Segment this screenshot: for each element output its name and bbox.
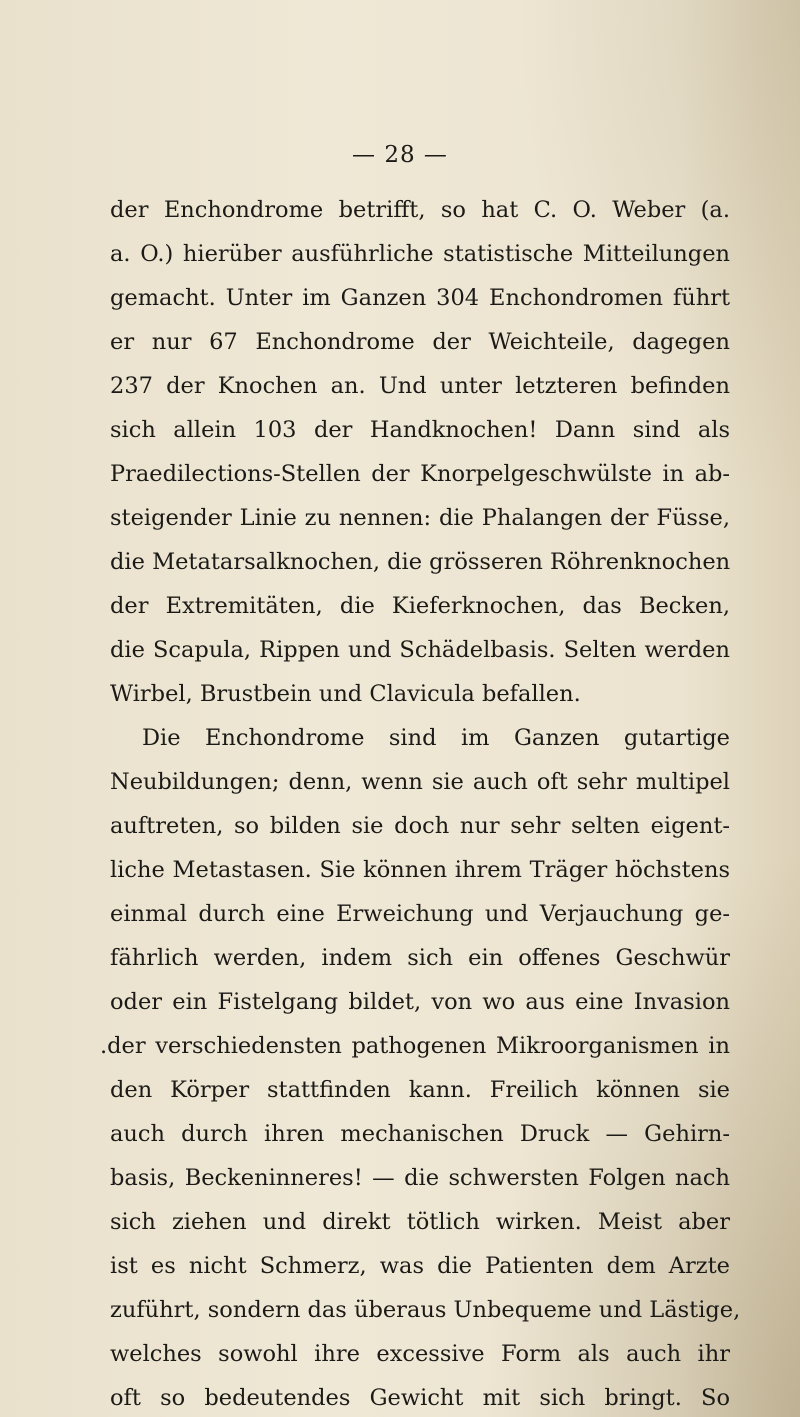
text-line: oder ein Fistelgang bildet, von wo aus eine Invasion <box>110 989 730 1015</box>
text-line: welches sowohl ihre excessive Form als auch ihr <box>110 1341 730 1367</box>
text-line: .der verschiedensten pathogenen Mikroorganismen in <box>100 1033 730 1059</box>
paragraph-end-line: Wirbel, Brustbein und Clavicula befallen. <box>110 681 581 707</box>
text-line: oft so bedeutendes Gewicht mit sich bringt. So <box>110 1385 730 1411</box>
paragraph-start-line: Die Enchondrome sind im Ganzen gutartige <box>142 725 730 751</box>
text-line: der Extremitäten, die Kieferknochen, das Becken, <box>110 593 730 619</box>
text-line: Praedilections-Stellen der Knorpelgeschwülste in ab- <box>110 461 730 487</box>
text-line: Neubildungen; denn, wenn sie auch oft sehr multipel <box>110 769 730 795</box>
text-line: die Scapula, Rippen und Schädelbasis. Selten werden <box>110 637 730 663</box>
text-line: auftreten, so bilden sie doch nur sehr selten eigent- <box>110 813 730 839</box>
text-line: den Körper stattfinden kann. Freilich können sie <box>110 1077 730 1103</box>
text-line: er nur 67 Enchondrome der Weichteile, dagegen <box>110 329 730 355</box>
text-line: fährlich werden, indem sich ein offenes Geschwür <box>110 945 730 971</box>
text-line: steigender Linie zu nennen: die Phalangen der Füsse, <box>110 505 730 531</box>
text-line: zuführt, sondern das überaus Unbequeme und Lästige, <box>110 1297 741 1323</box>
page-number: — 28 — <box>352 142 448 168</box>
text-line: sich allein 103 der Handknochen! Dann sind als <box>110 417 730 443</box>
text-line: auch durch ihren mechanischen Druck — Gehirn- <box>110 1121 730 1147</box>
text-line: die Metatarsalknochen, die grösseren Röhrenknochen <box>110 549 731 575</box>
text-line: a. O.) hierüber ausführliche statistische Mitteilungen <box>110 241 730 267</box>
text-line: sich ziehen und direkt tötlich wirken. Meist aber <box>110 1209 730 1235</box>
text-line: gemacht. Unter im Ganzen 304 Enchondromen führt <box>110 285 730 311</box>
text-line: 237 der Knochen an. Und unter letzteren befinden <box>110 373 730 399</box>
text-line: ist es nicht Schmerz, was die Patienten dem Arzte <box>110 1253 730 1279</box>
text-line: basis, Beckeninneres! — die schwersten Folgen nach <box>110 1165 730 1191</box>
text-line: einmal durch eine Erweichung und Verjauchung ge- <box>110 901 730 927</box>
text-line: liche Metastasen. Sie können ihrem Träger höchstens <box>110 857 730 883</box>
body-text <box>100 188 741 1417</box>
text-line: der Enchondrome betrifft, so hat C. O. Weber (a. <box>110 197 730 223</box>
